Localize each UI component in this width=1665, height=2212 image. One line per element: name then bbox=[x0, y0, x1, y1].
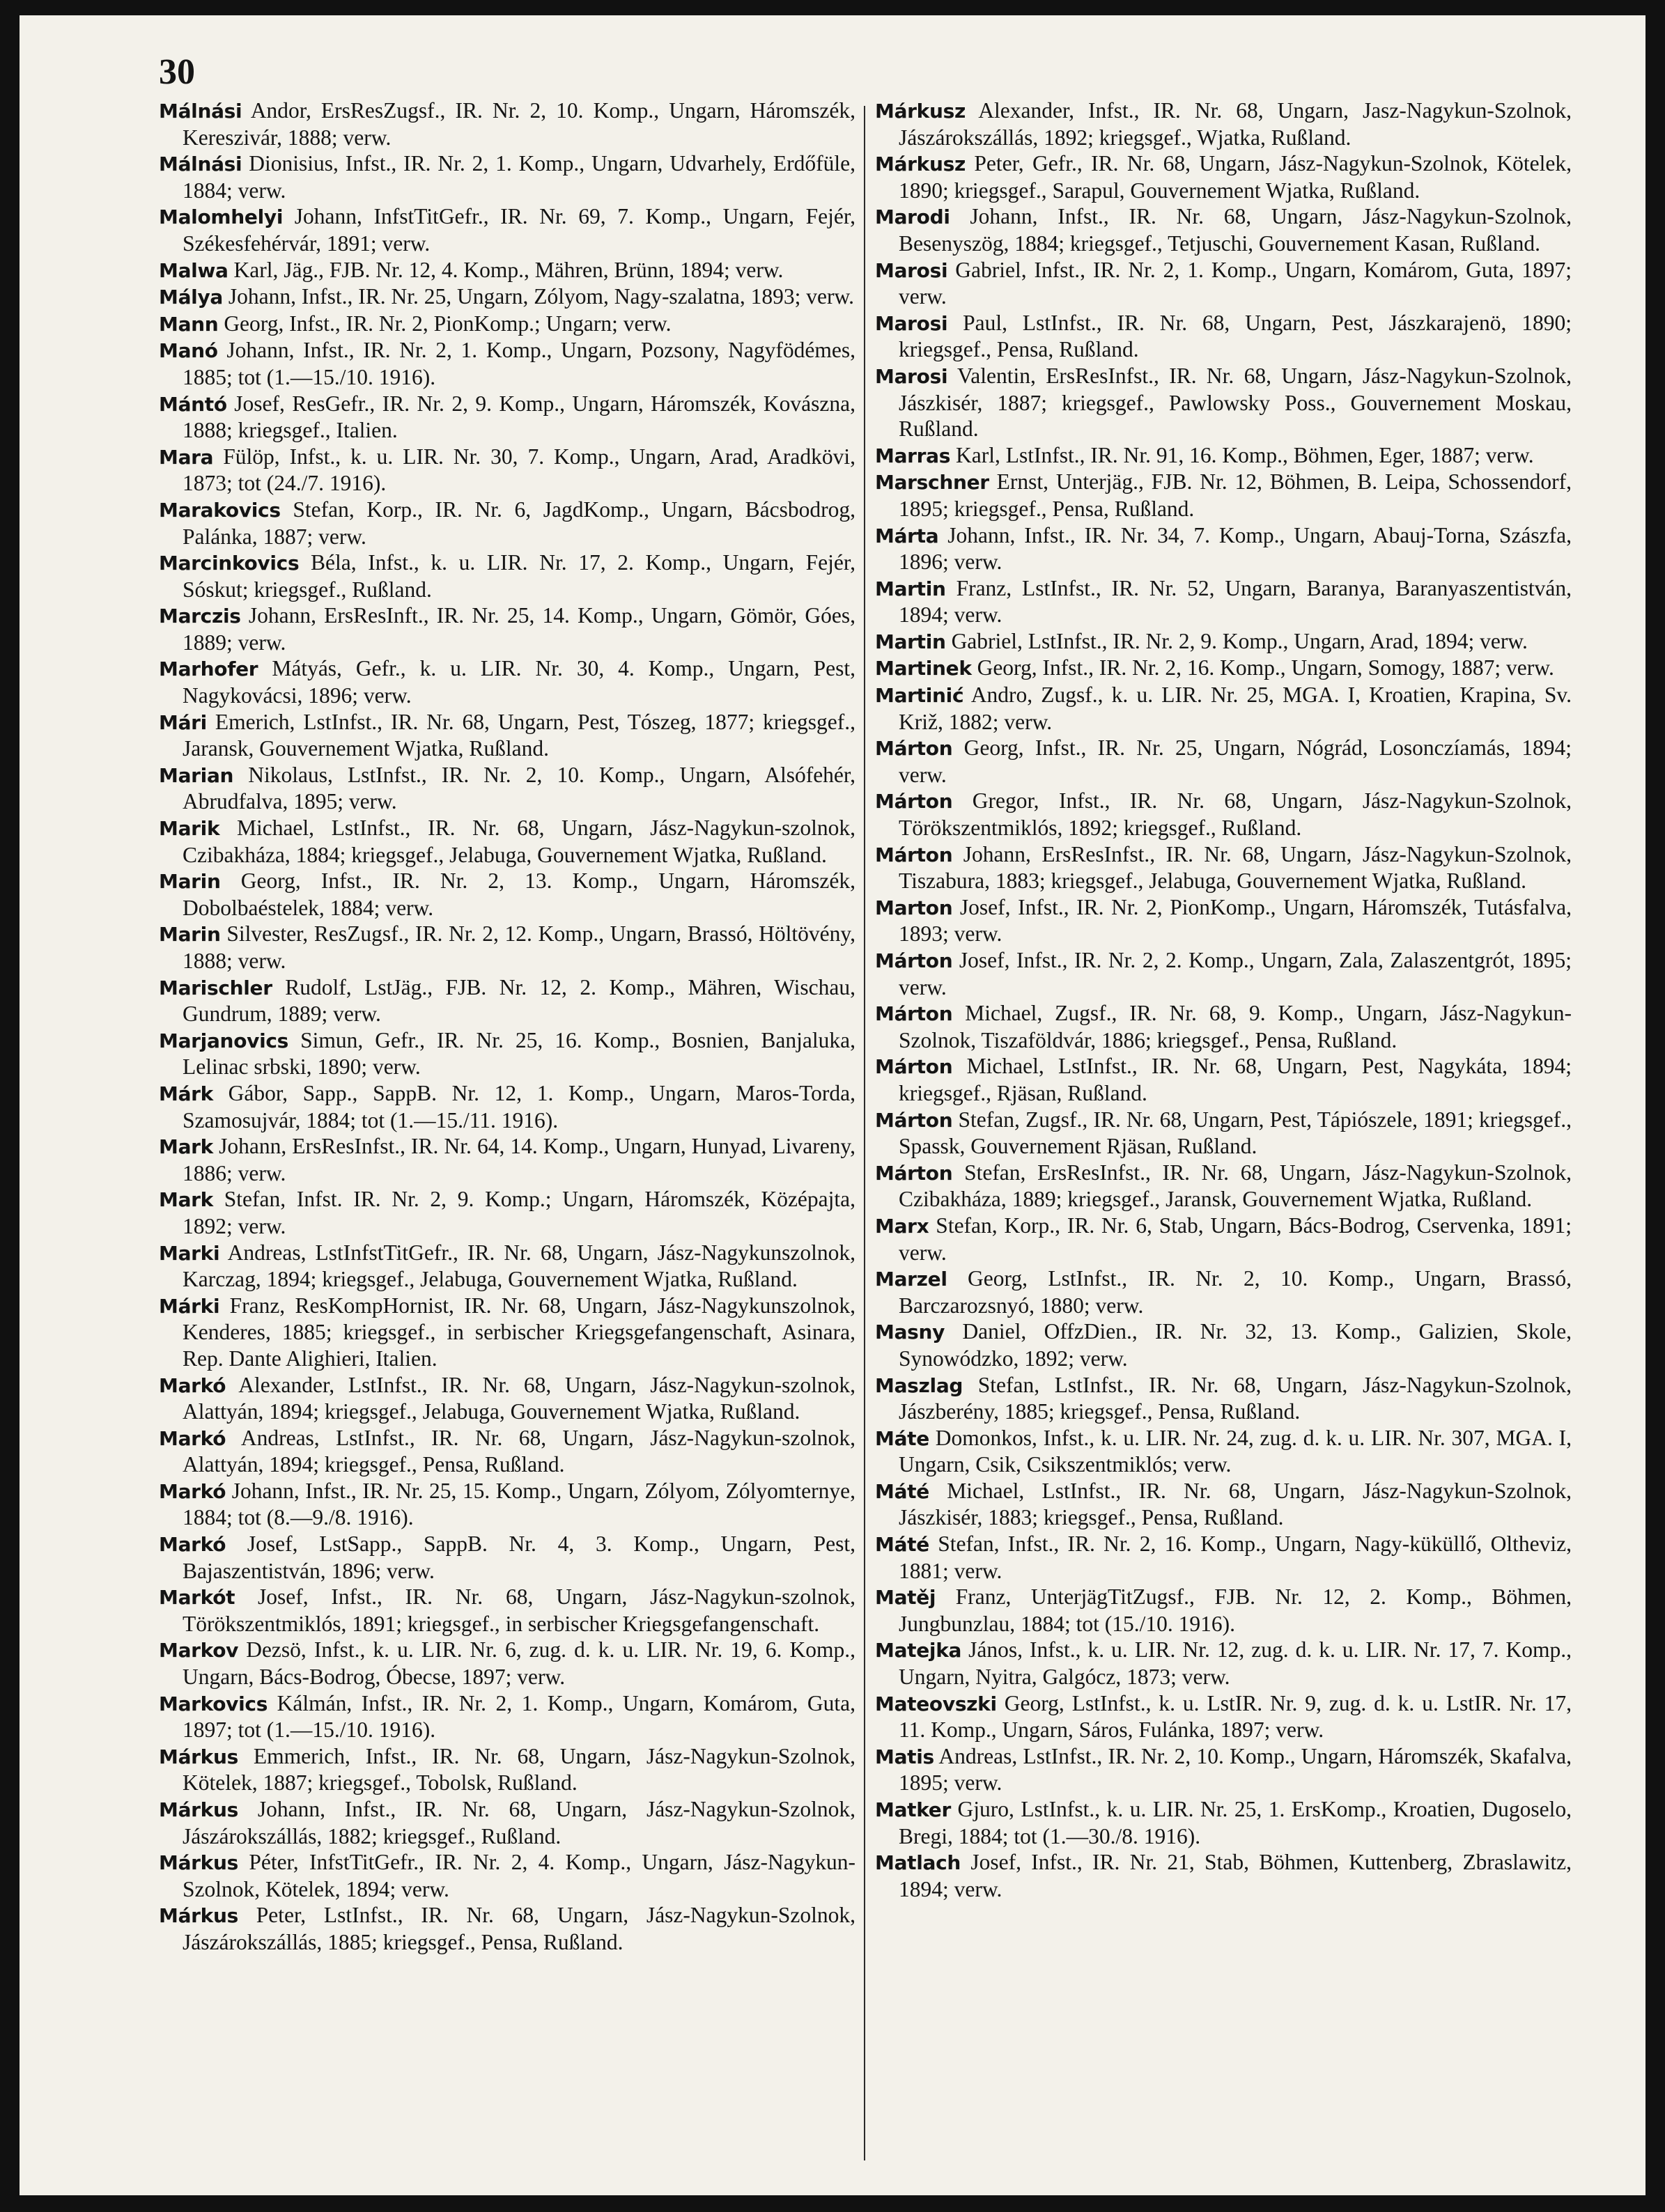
entry-surname: Málnási bbox=[159, 100, 242, 123]
list-item bbox=[875, 150, 1572, 203]
entry-surname: Marczis bbox=[159, 605, 241, 628]
entry-details: Josef, LstSapp., SappB. Nr. 4, 3. Komp., Ungarn, Pest, Bajaszentistván, 1896; verw. bbox=[183, 1532, 855, 1583]
list-item bbox=[159, 311, 855, 338]
list-item bbox=[875, 203, 1572, 256]
entry-surname: Marin bbox=[159, 923, 221, 947]
entry-surname: Márton bbox=[875, 1002, 953, 1026]
entry-details: Michael, LstInfst., IR. Nr. 68, Ungarn, Jász-Nagykun-Szolnok, Jászkisér, 1883; kriegsgef., Pensa, Rußland. bbox=[899, 1478, 1572, 1530]
entry-details: Johann, ErsResInft., IR. Nr. 25, 14. Komp., Ungarn, Gömör, Góes, 1889; verw. bbox=[183, 603, 855, 655]
entry-surname: Málya bbox=[159, 286, 224, 309]
entry-surname: Mark bbox=[159, 1188, 213, 1212]
entry-details: Emerich, LstInfst., IR. Nr. 68, Ungarn, Pest, Tószeg, 1877; kriegsgef., Jaransk, Gouvernement Wjatka, Rußland. bbox=[183, 709, 856, 761]
entry-details: Johann, Infst., IR. Nr. 68, Ungarn, Jász-Nagykun-Szolnok, Besenyszög, 1884; kriegsgef., Tetjuschi, Gouvernement Kasan, Rußland. bbox=[899, 204, 1572, 256]
list-item bbox=[159, 1240, 855, 1293]
entry-details: Gregor, Infst., IR. Nr. 68, Ungarn, Jász-Nagykun-Szolnok, Törökszentmiklós, 1892; kriegsgef., Rußland. bbox=[899, 788, 1572, 841]
list-item bbox=[159, 337, 855, 390]
entry-surname: Márkus bbox=[159, 1851, 238, 1875]
entry-surname: Márkus bbox=[159, 1745, 238, 1768]
entry-surname: Manó bbox=[159, 339, 218, 363]
list-item bbox=[159, 602, 855, 655]
list-item bbox=[159, 1849, 855, 1902]
entry-details: Michael, LstInfst., IR. Nr. 68, Ungarn, Pest, Nagykáta, 1894; kriegsgef., Rjäsan, Rußland. bbox=[899, 1054, 1572, 1105]
list-item bbox=[159, 550, 855, 602]
entry-details: Josef, Infst., IR. Nr. 2, PionKomp., Ungarn, Háromszék, Tutásfalva, 1893; verw. bbox=[899, 894, 1572, 947]
list-item bbox=[875, 1053, 1572, 1106]
list-item bbox=[875, 1107, 1572, 1160]
entry-details: Dionisius, Infst., IR. Nr. 2, 1. Komp., Ungarn, Udvarhely, Erdőfüle, 1884; verw. bbox=[183, 151, 856, 203]
entry-surname: Máte bbox=[875, 1426, 929, 1450]
entry-details: Peter, Gefr., IR. Nr. 68, Ungarn, Jász-Nagykun-Szolnok, Kötelek, 1890; kriegsgef., Sarapul, Gouvernement Wjatka, Rußland. bbox=[899, 151, 1572, 203]
page-number: 30 bbox=[159, 52, 195, 92]
list-item bbox=[159, 283, 855, 311]
list-item bbox=[875, 310, 1572, 363]
left-column bbox=[159, 98, 855, 1956]
entry-details: Simun, Gefr., IR. Nr. 25, 16. Komp., Bosnien, Banjaluka, Lelinac srbski, 1890; verw. bbox=[183, 1027, 856, 1080]
entry-details: Stefan, Zugsf., IR. Nr. 68, Ungarn, Pest, Tápiószele, 1891; kriegsgef., Spassk, Gouvernement Rjäsan, Rußland. bbox=[899, 1107, 1572, 1159]
entry-surname: Márton bbox=[875, 843, 953, 866]
entry-details: Franz, LstInfst., IR. Nr. 52, Ungarn, Baranya, Baranyaszentistván, 1894; verw. bbox=[899, 575, 1572, 628]
entry-surname: Mark bbox=[159, 1135, 213, 1159]
entry-details: Daniel, OffzDien., IR. Nr. 32, 13. Komp., Galizien, Skole, Synowódzko, 1892; verw. bbox=[899, 1319, 1572, 1371]
list-item bbox=[159, 150, 855, 203]
entry-details: Valentin, ErsResInfst., IR. Nr. 68, Ungarn, Jász-Nagykun-Szolnok, Jászkisér, 1887; kriegsgef., Pawlowsky Poss., Gouvernement Moskau, Rußland. bbox=[899, 363, 1572, 442]
list-item bbox=[159, 1796, 855, 1849]
entry-details: Alexander, Infst., IR. Nr. 68, Ungarn, Jasz-Nagykun-Szolnok, Jászárokszállás, 1892; kriegsgef., Wjatka, Rußland. bbox=[899, 98, 1572, 150]
entry-surname: Matker bbox=[875, 1798, 952, 1821]
entry-surname: Marzel bbox=[875, 1268, 947, 1291]
entry-surname: Martin bbox=[875, 577, 946, 600]
entry-details: Johann, ErsResInfst., IR. Nr. 68, Ungarn, Jász-Nagykun-Szolnok, Tiszabura, 1883; kriegsgef., Jelabuga, Gouvernement Wjatka, Rußland. bbox=[899, 841, 1572, 894]
list-item bbox=[159, 257, 855, 284]
entry-details: Josef, Infst., IR. Nr. 2, 2. Komp., Ungarn, Zala, Zalaszentgrót, 1895; verw. bbox=[899, 948, 1572, 999]
entry-surname: Markó bbox=[159, 1533, 226, 1557]
entry-surname: Málnási bbox=[159, 153, 242, 176]
entry-surname: Márkus bbox=[159, 1798, 238, 1821]
entry-details: Alexander, LstInfst., IR. Nr. 68, Ungarn, Jász-Nagykun-szolnok, Alattyán, 1894; kriegsgef., Jelabuga, Gouvernement Wjatka, Rußland. bbox=[183, 1372, 855, 1424]
entry-details: Péter, InfstTitGefr., IR. Nr. 2, 4. Komp., Ungarn, Jász-Nagykun-Szolnok, Kötelek, 1894; verw. bbox=[183, 1850, 856, 1901]
list-item bbox=[875, 1265, 1572, 1318]
entry-surname: Masny bbox=[875, 1321, 945, 1344]
list-item bbox=[875, 841, 1572, 894]
list-item bbox=[159, 1478, 855, 1531]
entry-details: Michael, LstInfst., IR. Nr. 68, Ungarn, Jász-Nagykun-szolnok, Czibakháza, 1884; kriegsgef., Jelabuga, Gouvernement Wjatka, Rußland. bbox=[183, 816, 855, 867]
entry-surname: Marosi bbox=[875, 311, 948, 335]
list-item bbox=[875, 1000, 1572, 1053]
entry-surname: Matlach bbox=[875, 1851, 961, 1875]
entry-surname: Marhofer bbox=[159, 657, 258, 681]
entry-surname: Marcinkovics bbox=[159, 552, 300, 575]
entry-details: Johann, Infst., IR. Nr. 34, 7. Komp., Ungarn, Abauj-Torna, Szászfa, 1896; verw. bbox=[899, 522, 1572, 575]
entry-surname: Markov bbox=[159, 1639, 239, 1662]
entry-surname: Máté bbox=[875, 1479, 929, 1503]
entry-details: Andreas, LstInfst., IR. Nr. 2, 10. Komp., Ungarn, Háromszék, Skafalva, 1895; verw. bbox=[899, 1743, 1572, 1796]
list-item bbox=[159, 1186, 855, 1239]
list-item bbox=[875, 575, 1572, 628]
entry-details: Josef, Infst., IR. Nr. 21, Stab, Böhmen, Kuttenberg, Zbraslawitz, 1894; verw. bbox=[899, 1850, 1572, 1901]
entry-surname: Marx bbox=[875, 1214, 929, 1238]
entry-surname: Martinek bbox=[875, 657, 972, 680]
column-divider bbox=[864, 106, 865, 2160]
entry-surname: Mántó bbox=[159, 392, 227, 416]
list-item bbox=[159, 868, 855, 921]
entry-surname: Márton bbox=[875, 790, 953, 813]
list-item bbox=[875, 655, 1572, 682]
entry-details: Georg, LstInfst., IR. Nr. 2, 10. Komp., Ungarn, Brassó, Barczarozsnyó, 1880; verw. bbox=[899, 1266, 1572, 1318]
entry-details: Andreas, LstInfstTitGefr., IR. Nr. 68, Ungarn, Jász-Nagykunszolnok, Karczag, 1894; kriegsgef., Jelabuga, Gouvernement Wjatka, Rußland. bbox=[183, 1240, 856, 1292]
entry-surname: Marik bbox=[159, 817, 220, 841]
entry-details: Peter, LstInfst., IR. Nr. 68, Ungarn, Jász-Nagykun-Szolnok, Jászárokszállás, 1885; kriegsgef., Pensa, Rußland. bbox=[183, 1903, 856, 1954]
list-item bbox=[875, 363, 1572, 442]
entry-surname: Marakovics bbox=[159, 498, 281, 522]
list-item bbox=[875, 1690, 1572, 1743]
entry-surname: Marodi bbox=[875, 205, 950, 229]
entry-surname: Markovics bbox=[159, 1692, 268, 1715]
entry-details: Georg, Infst., IR. Nr. 2, 16. Komp., Ungarn, Somogy, 1887; verw. bbox=[977, 655, 1554, 680]
list-item bbox=[159, 1293, 855, 1372]
entry-details: János, Infst., k. u. LIR. Nr. 12, zug. d. k. u. LIR. Nr. 17, 7. Komp., Ungarn, Nyitra, Galgócz, 1873; verw. bbox=[899, 1637, 1572, 1690]
list-item bbox=[875, 894, 1572, 947]
entry-surname: Markó bbox=[159, 1479, 226, 1503]
list-item bbox=[875, 1584, 1572, 1637]
list-item bbox=[159, 655, 855, 708]
entry-details: Johann, ErsResInfst., IR. Nr. 64, 14. Komp., Ungarn, Hunyad, Livareny, 1886; verw. bbox=[183, 1134, 856, 1185]
document-page bbox=[20, 15, 1645, 2195]
entry-surname: Marki bbox=[159, 1241, 220, 1265]
list-item bbox=[875, 735, 1572, 788]
entry-surname: Márton bbox=[875, 737, 953, 761]
entry-details: Stefan, ErsResInfst., IR. Nr. 68, Ungarn, Jász-Nagykun-Szolnok, Czibakháza, 1889; kriegsgef., Jaransk, Gouvernement Wjatka, Rußland. bbox=[899, 1160, 1572, 1212]
entry-details: Domonkos, Infst., k. u. LIR. Nr. 24, zug. d. k. u. LIR. Nr. 307, MGA. I, Ungarn, Csik, Csikszentmiklós; verw. bbox=[899, 1425, 1572, 1477]
list-item bbox=[875, 1796, 1572, 1849]
entry-details: Stefan, LstInfst., IR. Nr. 68, Ungarn, Jász-Nagykun-Szolnok, Jászberény, 1885; kriegsgef., Pensa, Rußland. bbox=[899, 1372, 1572, 1424]
entry-details: Mátyás, Gefr., k. u. LIR. Nr. 30, 4. Komp., Ungarn, Pest, Nagykovácsi, 1896; verw. bbox=[183, 656, 855, 708]
list-item bbox=[159, 1743, 855, 1796]
list-item bbox=[159, 762, 855, 815]
entry-surname: Marischler bbox=[159, 976, 272, 999]
entry-details: Andro, Zugsf., k. u. LIR. Nr. 25, MGA. I, Kroatien, Krapina, Sv. Križ, 1882; verw. bbox=[899, 683, 1572, 734]
list-item bbox=[875, 682, 1572, 735]
entry-surname: Mári bbox=[159, 710, 207, 734]
entry-details: Josef, Infst., IR. Nr. 68, Ungarn, Jász-Nagykun-szolnok, Törökszentmiklós, 1891; kriegsgef., in serbischer Kriegsgefangenschaft. bbox=[183, 1584, 855, 1636]
entry-details: Georg, LstInfst., k. u. LstIR. Nr. 9, zug. d. k. u. LstIR. Nr. 17, 11. Komp., Ungarn, Sáros, Fulánka, 1897; verw. bbox=[899, 1690, 1572, 1743]
entry-surname: Marian bbox=[159, 763, 234, 787]
entry-details: Fülöp, Infst., k. u. LIR. Nr. 30, 7. Komp., Ungarn, Arad, Aradkövi, 1873; tot (24./7. 1916). bbox=[183, 444, 856, 496]
list-item bbox=[159, 1080, 855, 1133]
entry-surname: Maszlag bbox=[875, 1373, 963, 1397]
entry-surname: Malomhelyi bbox=[159, 205, 284, 229]
list-item bbox=[159, 1425, 855, 1478]
entry-details: Béla, Infst., k. u. LIR. Nr. 17, 2. Komp., Ungarn, Fejér, Sóskut; kriegsgef., Rußland. bbox=[183, 550, 856, 602]
entry-details: Stefan, Korp., IR. Nr. 6, Stab, Ungarn, Bács-Bodrog, Cservenka, 1891; verw. bbox=[899, 1213, 1572, 1265]
entry-surname: Marin bbox=[159, 870, 221, 894]
list-item bbox=[875, 522, 1572, 575]
list-item bbox=[159, 1584, 855, 1637]
entry-details: Gábor, Sapp., SappB. Nr. 12, 1. Komp., Ungarn, Maros-Torda, Szamosujvár, 1884; tot (1.—15./11. 1916). bbox=[183, 1080, 856, 1132]
entry-details: Karl, Jäg., FJB. Nr. 12, 4. Komp., Mähren, Brünn, 1894; verw. bbox=[233, 257, 784, 282]
entry-details: Michael, Zugsf., IR. Nr. 68, 9. Komp., Ungarn, Jász-Nagykun-Szolnok, Tiszaföldvár, 1886; kriegsgef., Pensa, Rußland. bbox=[899, 1001, 1572, 1052]
entry-surname: Márkus bbox=[159, 1904, 238, 1928]
entry-surname: Mann bbox=[159, 312, 219, 336]
entry-details: Stefan, Infst., IR. Nr. 2, 16. Komp., Ungarn, Nagy-küküllő, Oltheviz, 1881; verw. bbox=[899, 1532, 1572, 1583]
entry-details: Rudolf, LstJäg., FJB. Nr. 12, 2. Komp., Mähren, Wischau, Gundrum, 1889; verw. bbox=[183, 974, 856, 1027]
list-item bbox=[875, 1849, 1572, 1902]
list-item bbox=[159, 709, 855, 762]
entry-details: Andor, ErsResZugsf., IR. Nr. 2, 10. Komp., Ungarn, Háromszék, Kereszivár, 1888; verw. bbox=[183, 98, 855, 150]
list-item bbox=[159, 815, 855, 868]
entry-surname: Markót bbox=[159, 1586, 235, 1610]
entry-details: Nikolaus, LstInfst., IR. Nr. 2, 10. Komp., Ungarn, Alsófehér, Abrudfalva, 1895; verw. bbox=[183, 762, 856, 814]
list-item bbox=[875, 788, 1572, 841]
entry-details: Stefan, Infst. IR. Nr. 2, 9. Komp.; Ungarn, Háromszék, Középajta, 1892; verw. bbox=[183, 1187, 855, 1238]
entry-details: Josef, ResGefr., IR. Nr. 2, 9. Komp., Ungarn, Háromszék, Kovászna, 1888; kriegsgef., Italien. bbox=[183, 391, 855, 443]
entry-surname: Márton bbox=[875, 949, 953, 972]
entry-details: Franz, UnterjägTitZugsf., FJB. Nr. 12, 2. Komp., Böhmen, Jungbunzlau, 1884; tot (15./10. 1916). bbox=[899, 1584, 1572, 1636]
list-item bbox=[159, 1637, 855, 1690]
entry-details: Johann, Infst., IR. Nr. 25, Ungarn, Zólyom, Nagy-szalatna, 1893; verw. bbox=[228, 284, 855, 309]
entry-details: Franz, ResKompHornist, IR. Nr. 68, Ungarn, Jász-Nagykunszolnok, Kenderes, 1885; kriegsgef., in serbischer Kriegsgefangenschaft, Asinara, Rep. Dante Alighieri, Italien. bbox=[183, 1293, 855, 1371]
entry-details: Silvester, ResZugsf., IR. Nr. 2, 12. Komp., Ungarn, Brassó, Höltövény, 1888; verw. bbox=[183, 921, 855, 973]
list-item bbox=[875, 1531, 1572, 1584]
entry-surname: Marosi bbox=[875, 258, 948, 282]
list-item bbox=[159, 1133, 855, 1186]
list-item bbox=[875, 1160, 1572, 1213]
entry-surname: Marras bbox=[875, 444, 951, 467]
list-item bbox=[159, 1690, 855, 1743]
list-item bbox=[159, 98, 855, 150]
list-item bbox=[875, 442, 1572, 469]
entry-details: Johann, Infst., IR. Nr. 2, 1. Komp., Ungarn, Pozsony, Nagyfödémes, 1885; tot (1.—15./10. 1916). bbox=[183, 338, 855, 389]
entry-details: Gabriel, LstInfst., IR. Nr. 2, 9. Komp., Ungarn, Arad, 1894; verw. bbox=[951, 628, 1528, 653]
list-item bbox=[875, 1318, 1572, 1371]
list-item bbox=[875, 98, 1572, 150]
list-item bbox=[875, 1743, 1572, 1796]
list-item bbox=[875, 1478, 1572, 1531]
entry-surname: Mara bbox=[159, 445, 214, 469]
entry-details: Johann, InfstTitGefr., IR. Nr. 69, 7. Komp., Ungarn, Fejér, Székesfehérvár, 1891; verw. bbox=[183, 204, 855, 256]
entry-surname: Matejka bbox=[875, 1639, 962, 1662]
list-item bbox=[159, 391, 855, 444]
entry-surname: Márkusz bbox=[875, 153, 966, 176]
entry-surname: Matěj bbox=[875, 1586, 936, 1610]
entry-surname: Mateovszki bbox=[875, 1692, 997, 1715]
list-item bbox=[159, 921, 855, 974]
entry-surname: Marschner bbox=[875, 471, 989, 494]
list-item bbox=[875, 1425, 1572, 1478]
entry-details: Georg, Infst., IR. Nr. 25, Ungarn, Nógrád, Losonczíamás, 1894; verw. bbox=[899, 735, 1572, 787]
list-item bbox=[875, 628, 1572, 655]
list-item bbox=[159, 1902, 855, 1955]
entry-surname: Márk bbox=[159, 1082, 213, 1105]
list-item bbox=[875, 1372, 1572, 1425]
list-item bbox=[159, 497, 855, 550]
list-item bbox=[159, 1531, 855, 1584]
entry-details: Georg, Infst., IR. Nr. 2, 13. Komp., Ungarn, Háromszék, Dobolbaéstelek, 1884; verw. bbox=[183, 869, 855, 920]
list-item bbox=[875, 1213, 1572, 1265]
entry-details: Gabriel, Infst., IR. Nr. 2, 1. Komp., Ungarn, Komárom, Guta, 1897; verw. bbox=[899, 257, 1572, 309]
entry-surname: Malwa bbox=[159, 258, 229, 282]
entry-surname: Márki bbox=[159, 1294, 220, 1318]
entry-details: Dezsö, Infst., k. u. LIR. Nr. 6, zug. d. k. u. LIR. Nr. 19, 6. Komp., Ungarn, Bács-Bodrog, Óbecse, 1897; verw. bbox=[183, 1637, 855, 1690]
list-item bbox=[159, 444, 855, 497]
entry-details: Johann, Infst., IR. Nr. 68, Ungarn, Jász-Nagykun-Szolnok, Jászárokszállás, 1882; kriegsgef., Rußland. bbox=[183, 1797, 856, 1848]
entry-details: Karl, LstInfst., IR. Nr. 91, 16. Komp., Böhmen, Eger, 1887; verw. bbox=[956, 442, 1534, 467]
list-item bbox=[875, 947, 1572, 1000]
list-item bbox=[159, 203, 855, 256]
list-item bbox=[875, 1637, 1572, 1690]
entry-details: Johann, Infst., IR. Nr. 25, 15. Komp., Ungarn, Zólyom, Zólyomternye, 1884; tot (8.—9./8. 1916). bbox=[183, 1478, 855, 1530]
entry-details: Andreas, LstInfst., IR. Nr. 68, Ungarn, Jász-Nagykun-szolnok, Alattyán, 1894; kriegsgef., Pensa, Rußland. bbox=[183, 1425, 855, 1477]
entry-surname: Márton bbox=[875, 1055, 953, 1079]
list-item bbox=[159, 1372, 855, 1425]
entry-surname: Máté bbox=[875, 1533, 929, 1557]
list-item bbox=[875, 469, 1572, 522]
entry-surname: Márta bbox=[875, 524, 939, 547]
entry-surname: Marton bbox=[875, 896, 953, 919]
entry-details: Emmerich, Infst., IR. Nr. 68, Ungarn, Jász-Nagykun-Szolnok, Kötelek, 1887; kriegsgef., Tobolsk, Rußland. bbox=[183, 1743, 855, 1796]
entry-surname: Markó bbox=[159, 1426, 226, 1450]
entry-details: Gjuro, LstInfst., k. u. LIR. Nr. 25, 1. ErsKomp., Kroatien, Dugoselo, Bregi, 1884; tot (1.—30./8. 1916). bbox=[899, 1797, 1572, 1848]
entry-details: Ernst, Unterjäg., FJB. Nr. 12, Böhmen, B. Leipa, Schossendorf, 1895; kriegsgef., Pensa, Rußland. bbox=[899, 469, 1572, 521]
entry-surname: Markó bbox=[159, 1373, 226, 1397]
entry-surname: Márkusz bbox=[875, 100, 966, 123]
entry-details: Paul, LstInfst., IR. Nr. 68, Ungarn, Pest, Jászkarajenö, 1890; kriegsgef., Pensa, Rußland. bbox=[899, 310, 1572, 362]
entry-surname: Márton bbox=[875, 1108, 953, 1132]
entry-surname: Matis bbox=[875, 1745, 934, 1768]
entry-surname: Marjanovics bbox=[159, 1029, 289, 1052]
entry-surname: Martinić bbox=[875, 684, 964, 708]
entry-details: Georg, Infst., IR. Nr. 2, PionKomp.; Ungarn; verw. bbox=[224, 311, 672, 336]
entry-details: Kálmán, Infst., IR. Nr. 2, 1. Komp., Ungarn, Komárom, Guta, 1897; tot (1.—15./10. 1916). bbox=[183, 1690, 855, 1743]
right-column bbox=[875, 98, 1572, 1902]
list-item bbox=[875, 257, 1572, 310]
entry-surname: Marosi bbox=[875, 364, 948, 388]
entry-surname: Márton bbox=[875, 1161, 953, 1185]
entry-details: Stefan, Korp., IR. Nr. 6, JagdKomp., Ungarn, Bácsbodrog, Palánka, 1887; verw. bbox=[183, 497, 856, 549]
list-item bbox=[159, 974, 855, 1027]
list-item bbox=[159, 1027, 855, 1080]
entry-surname: Martin bbox=[875, 630, 946, 653]
